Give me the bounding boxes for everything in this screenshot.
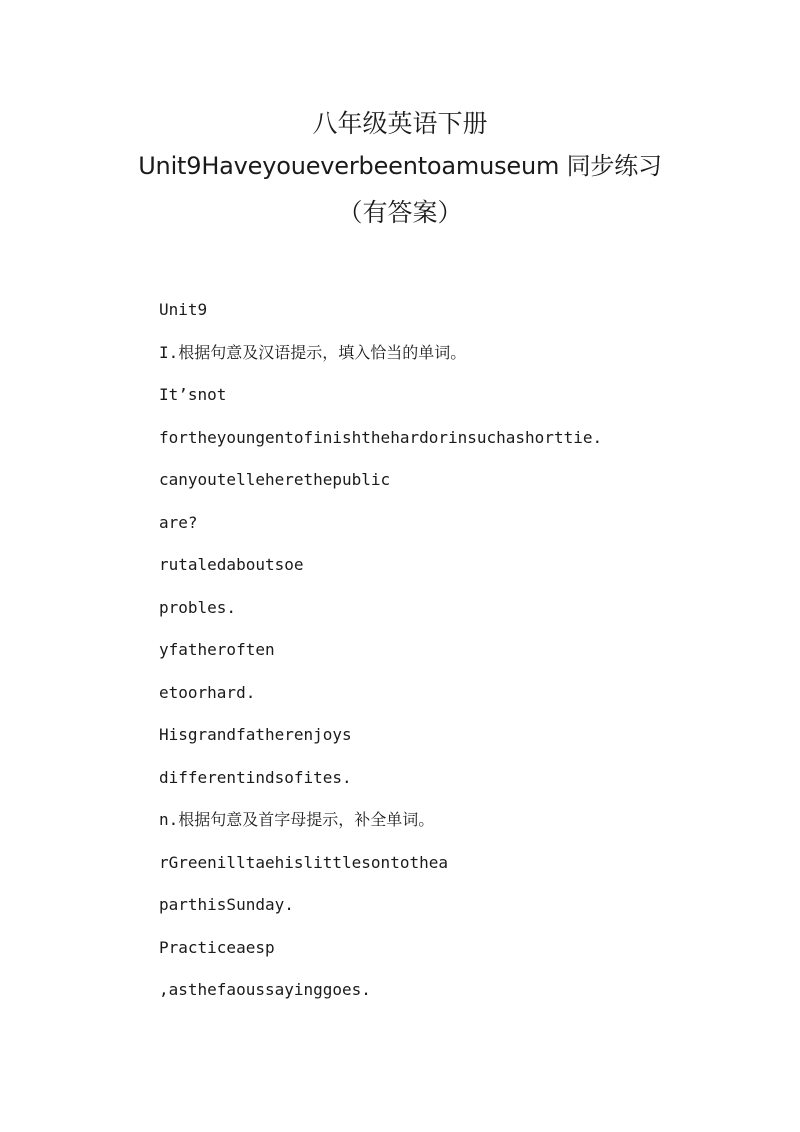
exercise-line: etoorhard. bbox=[159, 682, 256, 702]
exercise-line: fortheyoungentofinishthehardorinsuchashorttie. bbox=[159, 427, 603, 447]
doc-title-unit: Unit9Haveyoueverbeentoamuseum 同步练习 bbox=[138, 152, 662, 180]
exercise-line: Practiceaesp bbox=[159, 937, 275, 957]
exercise-line: yfatheroften bbox=[159, 640, 275, 659]
exercise-line: ,asthefaoussayinggoes. bbox=[159, 980, 371, 999]
exercise-line: parthisSunday. bbox=[159, 895, 294, 914]
unit-heading: Unit9 bbox=[159, 300, 208, 319]
doc-title-note: （有答案） bbox=[337, 198, 463, 227]
exercise-line: rutaledaboutsoe bbox=[159, 555, 304, 574]
exercise-line: Hisgrandfatherenjoys bbox=[159, 725, 352, 744]
exercise-line: rGreenilltaehislittlesontothea bbox=[159, 852, 448, 872]
exercise-line: are? bbox=[159, 512, 198, 532]
exercise-body bbox=[159, 297, 779, 1020]
exercise-line: It’snot bbox=[159, 385, 227, 404]
exercise-line: probles. bbox=[159, 597, 237, 617]
section-heading-2: n.根据句意及首字母提示，补全单词。 bbox=[159, 810, 435, 829]
doc-title-grade: 八年级英语下册 bbox=[312, 109, 488, 138]
exercise-line: differentindsofites. bbox=[159, 767, 352, 787]
section-heading-1: I.根据句意及汉语提示，填入恰当的单词。 bbox=[159, 342, 467, 362]
exercise-line: canyoutelleherethepublic bbox=[159, 470, 391, 489]
